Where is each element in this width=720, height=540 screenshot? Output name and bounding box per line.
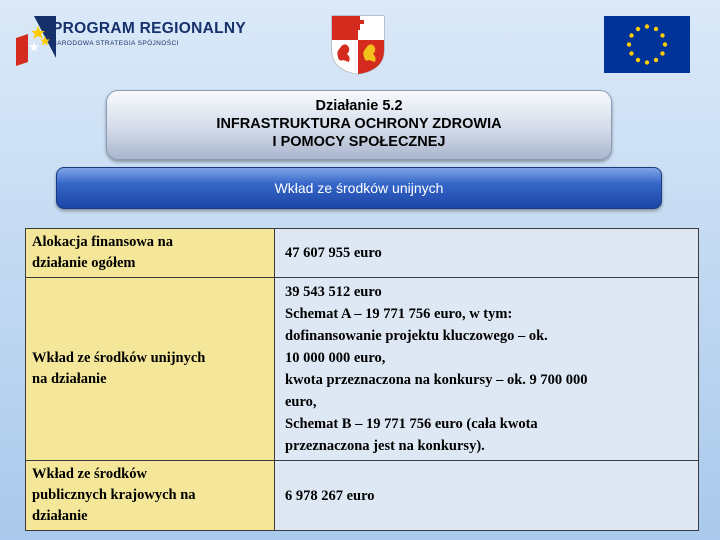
table-row (26, 229, 699, 278)
financing-table (25, 228, 699, 531)
eu-flag (604, 16, 690, 73)
row-value-total-allocation: 47 607 955 euro (275, 229, 699, 278)
regional-crest (330, 14, 386, 76)
measure-title-box (106, 90, 612, 160)
eu-flag-icon (604, 16, 690, 73)
table-row (26, 278, 699, 461)
program-subtitle: NARODOWA STRATEGIA SPÓJNOŚCI (52, 40, 179, 47)
measure-title-line-1: INFRASTRUKTURA OCHRONY ZDROWIA (216, 116, 502, 132)
row-label-eu-contribution: Wkład ze środków unijnych na działanie (26, 278, 275, 461)
table-row (26, 461, 699, 531)
measure-number: Działanie 5.2 (315, 98, 403, 114)
measure-title-line-2: I POMOCY SPOŁECZNEJ (272, 134, 446, 150)
row-label-national-contribution: Wkład ze środków publicznych krajowych na działanie (26, 461, 275, 531)
program-title: PROGRAM REGIONALNY (52, 20, 246, 37)
row-label-total-allocation: Alokacja finansowa na działanie ogółem (26, 229, 275, 278)
row-value-national-contribution: 6 978 267 euro (275, 461, 699, 531)
eu-contribution-band: Wkład ze środków unijnych (56, 167, 662, 209)
row-value-eu-contribution: 39 543 512 euro Schemat A – 19 771 756 euro, w tym: dofinansowanie projektu kluczowego – ok. 10 000 000 euro, kwota przeznaczona na konkursy – ok. 9 700 000 euro, Schemat B – 19 771 756 euro (cała kwota przeznaczona jest na konkursy). (275, 278, 699, 461)
crest-icon (330, 14, 386, 76)
